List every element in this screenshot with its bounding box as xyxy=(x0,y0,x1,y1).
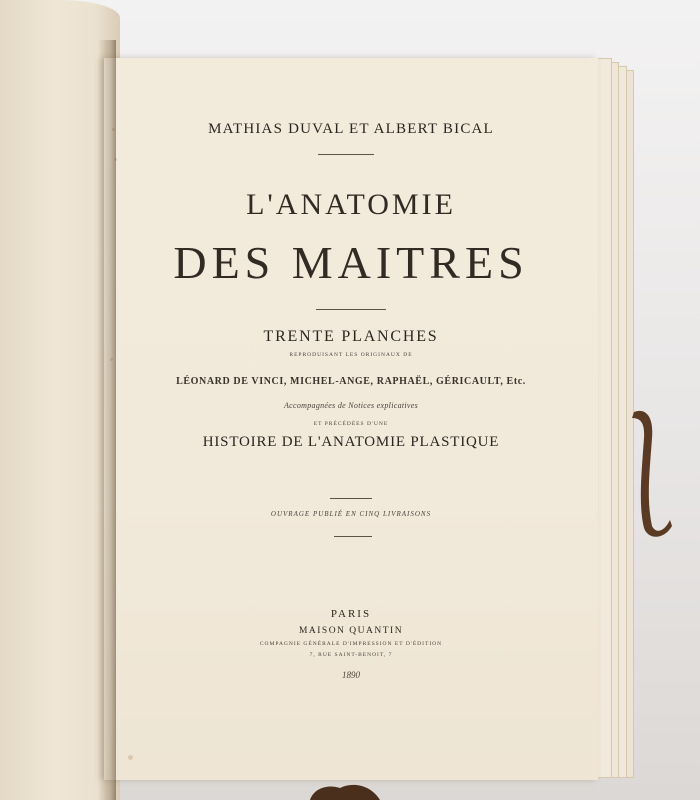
divider-rule xyxy=(334,536,372,537)
publisher-line: MAISON QUANTIN xyxy=(298,626,404,636)
history-title: HISTOIRE DE L'ANATOMIE PLASTIQUE xyxy=(202,434,500,450)
title-line-2: DES MAITRES xyxy=(173,237,529,288)
preceded-line: ET PRÉCÉDÉES D'UNE xyxy=(313,421,389,427)
city-line: PARIS xyxy=(330,608,372,620)
book-gutter-shadow xyxy=(98,40,116,800)
divider-rule xyxy=(330,498,372,499)
divider-rule xyxy=(318,154,374,155)
notices-line: Accompagnées de Notices explicatives xyxy=(283,401,419,410)
publication-note: OUVRAGE PUBLIÉ EN CINQ LIVRAISONS xyxy=(270,510,432,518)
address-line: 7, RUE SAINT-BENOIT, 7 xyxy=(309,652,393,658)
company-line: COMPAGNIE GÉNÉRALE D'IMPRESSION ET D'ÉDITION xyxy=(259,641,443,647)
divider-rule xyxy=(316,309,386,310)
paper-spot xyxy=(128,755,133,760)
reproducing-line: REPRODUISANT LES ORIGINAUX DE xyxy=(289,352,413,358)
authors-line: MATHIAS DUVAL ET ALBERT BICAL xyxy=(208,121,494,137)
year-line: 1890 xyxy=(342,670,360,680)
subtitle: TRENTE PLANCHES xyxy=(263,328,439,345)
ribbon-tie-bottom xyxy=(300,780,390,800)
ribbon-tie-right xyxy=(630,408,674,540)
artists-line: LÉONARD DE VINCI, MICHEL-ANGE, RAPHAËL, GÉRICAULT, Etc. xyxy=(176,376,526,387)
title-line-1: L'ANATOMIE xyxy=(246,188,456,221)
title-page xyxy=(104,58,598,780)
